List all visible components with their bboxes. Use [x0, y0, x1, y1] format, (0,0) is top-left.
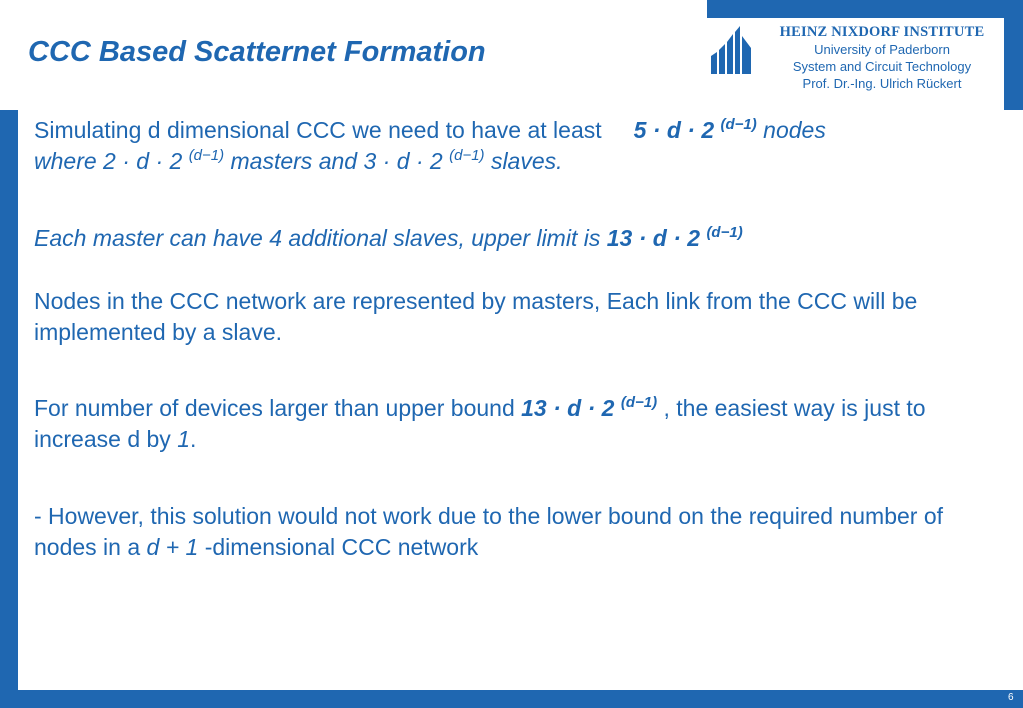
p1-masters: masters and 3 · d · 2	[230, 148, 443, 174]
paragraph-upper-limit	[34, 223, 994, 254]
bottom-frame-bar	[0, 690, 1023, 708]
p2-lead: Each master can have 4 additional slaves, upper limit is	[34, 225, 601, 251]
paragraph-nodes-masters	[34, 286, 994, 348]
institute-university: University of Paderborn	[814, 42, 950, 57]
p1-formula: 5 · d · 2	[633, 117, 715, 143]
p5-lead: - However, this solution would not work due to the lower bound on the required number of nodes in a	[34, 503, 944, 560]
p5-formula: d + 1	[146, 534, 199, 560]
institute-block	[760, 24, 1004, 92]
institute-department: System and Circuit Technology	[792, 59, 972, 74]
p1-nodes: nodes	[763, 117, 826, 143]
paragraph-upper-bound	[34, 393, 994, 455]
p4-period: .	[190, 426, 197, 452]
p4-tail: , the easiest way is just to increase d by	[34, 395, 926, 452]
p1-lead: Simulating d dimensional CCC we need to have at least	[34, 117, 602, 143]
p3-text: Nodes in the CCC network are represented by masters, Each link from the CCC will be implemented by a slave.	[34, 288, 918, 345]
header-bar	[707, 0, 1023, 18]
p1-where: where 2 · d · 2	[34, 148, 183, 174]
p1-exponent-masters: (d−1)	[188, 147, 225, 164]
paragraph-ccc-nodes	[34, 115, 994, 177]
p4-formula: 13 · d · 2	[521, 395, 615, 421]
p2-exponent: (d−1)	[706, 224, 743, 241]
p4-lead: For number of devices larger than upper bound	[34, 395, 515, 421]
right-accent-bar	[1004, 0, 1023, 110]
p1-slaves: slaves.	[490, 148, 563, 174]
p5-tail: -dimensional CCC network	[204, 534, 479, 560]
slide-title: CCC Based Scatternet Formation	[28, 36, 486, 68]
p4-exponent: (d−1)	[620, 394, 658, 411]
left-frame-bar	[0, 110, 18, 708]
paragraph-lower-bound	[34, 501, 994, 563]
p1-exponent: (d−1)	[720, 116, 757, 133]
p2-formula: 13 · d · 2	[606, 225, 701, 251]
institute-name: HEINZ NIXDORF INSTITUTE	[779, 24, 985, 40]
institute-professor: Prof. Dr.-Ing. Ulrich Rückert	[802, 76, 962, 91]
heinz-nixdorf-logo-icon	[709, 26, 753, 76]
p4-one: 1	[177, 426, 190, 452]
p1-exponent-slaves: (d−1)	[449, 147, 485, 164]
page-number: 6	[1008, 692, 1014, 703]
bottom-divider	[18, 688, 1004, 690]
